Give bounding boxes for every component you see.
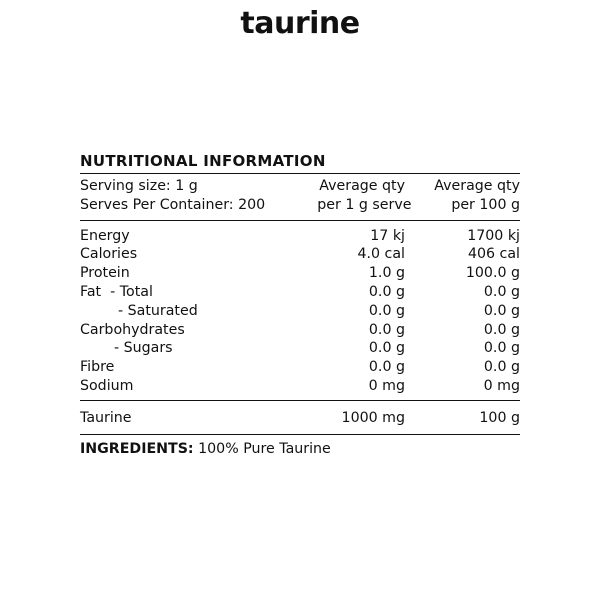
- nutrient-label: Carbohydrates: [80, 321, 185, 338]
- serves-per-container: Serves Per Container: 200: [80, 196, 266, 213]
- nutrient-label: Energy: [80, 227, 130, 244]
- nutrient-value-per-100g: 100 g: [479, 409, 520, 426]
- nutrient-value-per-100g: 1700 kj: [467, 227, 520, 244]
- nutrient-label: Taurine: [80, 409, 132, 426]
- nutrient-row-fat-total: [80, 283, 520, 302]
- ingredients-text: 100% Pure Taurine: [198, 440, 331, 457]
- nutrient-value-per-100g: 0.0 g: [483, 302, 520, 319]
- nutrient-value-per-serve: 0.0 g: [368, 302, 405, 319]
- product-title: taurine: [240, 6, 360, 41]
- serving-info: [80, 174, 520, 220]
- divider-bottom: [80, 434, 520, 435]
- nutrient-value-per-serve: 0.0 g: [368, 321, 405, 338]
- nutrient-value-per-serve: 1.0 g: [368, 265, 405, 282]
- nutrient-value-per-serve: 0.0 g: [368, 283, 405, 300]
- nutrient-value-per-100g: 0.0 g: [483, 321, 520, 338]
- nutrient-row-taurine: [80, 409, 520, 428]
- nutrient-value-per-100g: 406 cal: [467, 246, 520, 263]
- col-b-header-line2: per 100 g: [451, 196, 520, 213]
- nutrient-value-per-100g: 0 mg: [483, 377, 520, 394]
- nutrition-panel: [80, 150, 520, 459]
- nutrient-row-sodium: [80, 377, 520, 396]
- nutrition-heading: NUTRITIONAL INFORMATION: [80, 152, 326, 170]
- serving-size: Serving size: 1 g: [80, 178, 198, 194]
- ingredients-title: INGREDIENTS:: [80, 440, 194, 457]
- nutrient-label: Protein: [80, 265, 130, 282]
- nutrient-row-carbohydrates: [80, 321, 520, 340]
- active-ingredient-block: [80, 401, 520, 434]
- nutrient-label: - Saturated: [118, 302, 198, 319]
- nutrient-value-per-100g: 0.0 g: [483, 359, 520, 376]
- ingredients-line: [80, 439, 520, 459]
- nutrient-value-per-100g: 100.0 g: [465, 265, 520, 282]
- nutrient-value-per-serve: 0 mg: [368, 377, 405, 394]
- nutrient-row-saturated: [80, 302, 520, 321]
- nutrient-label: Sodium: [80, 377, 134, 394]
- nutrient-row-protein: [80, 264, 520, 283]
- nutrient-label: - Sugars: [114, 340, 173, 357]
- nutrient-value-per-100g: 0.0 g: [483, 340, 520, 357]
- col-a-header-line1: Average qty: [319, 178, 405, 194]
- nutrient-value-per-serve: 0.0 g: [368, 340, 405, 357]
- nutrient-row-sugars: [80, 339, 520, 358]
- nutrient-rows: [80, 221, 520, 400]
- nutrient-label: Fat - Total: [80, 283, 153, 300]
- nutrient-value-per-100g: 0.0 g: [483, 283, 520, 300]
- nutrient-row-energy: [80, 227, 520, 246]
- nutrient-value-per-serve: 1000 mg: [341, 409, 405, 426]
- nutrient-label: Calories: [80, 246, 138, 263]
- col-a-header-line2: per 1 g serve: [317, 196, 412, 213]
- nutrient-value-per-serve: 4.0 cal: [357, 246, 405, 263]
- nutrient-value-per-serve: 17 kj: [370, 227, 405, 244]
- nutrient-value-per-serve: 0.0 g: [368, 359, 405, 376]
- nutrient-row-fibre: [80, 358, 520, 377]
- nutrient-row-calories: [80, 245, 520, 264]
- col-b-header-line1: Average qty: [434, 178, 520, 194]
- nutrient-label: Fibre: [80, 359, 115, 376]
- header-row-2: [80, 196, 520, 215]
- header-row-1: [80, 177, 520, 196]
